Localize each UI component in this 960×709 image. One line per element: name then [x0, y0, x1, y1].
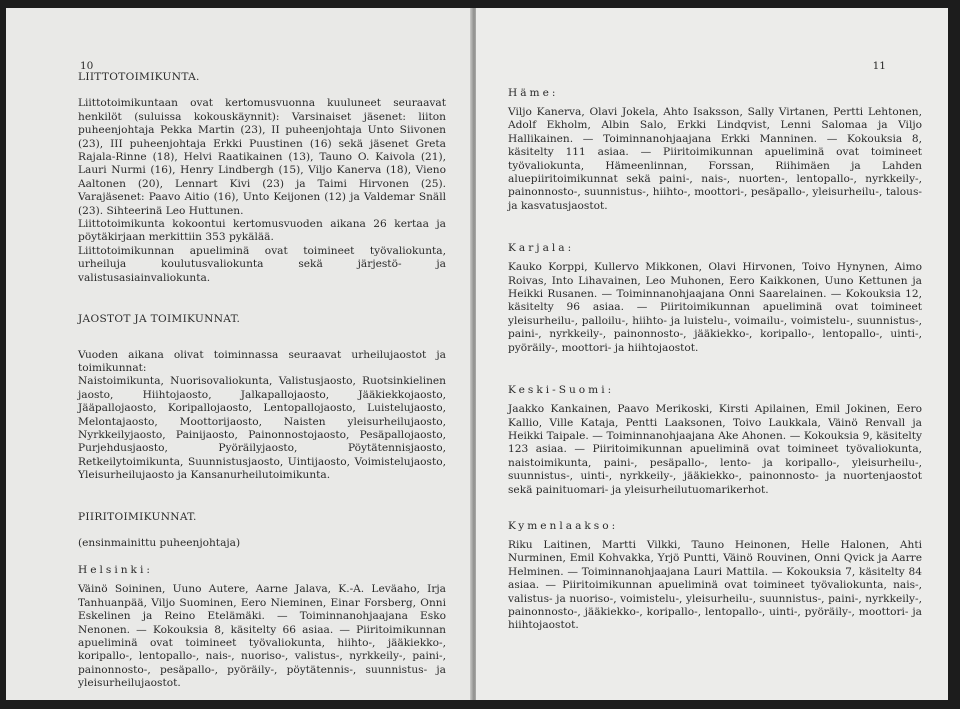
left-page: [6, 8, 472, 700]
section-title-piiritoimikunnat: PIIRITOIMIKUNNAT.: [78, 510, 197, 523]
paragraph: Vuoden aikana olivat toiminnassa seuraavat urheilujaostot ja toimikunnat:: [78, 348, 446, 374]
paragraph: Liittotoimikunnan apueliminä ovat toimineet työvaliokunta, urheiluja koulutusvaliokunta sekä järjestö- ja valistusasiainvaliokunta.: [78, 244, 446, 284]
district-heading-helsinki: Helsinki:: [78, 564, 153, 577]
district-text-hame: Viljo Kanerva, Olavi Jokela, Ahto Isaksson, Sally Virtanen, Pertti Lehtonen, Adolf Ekholm, Albin Salo, Erkki Lindqvist, Lenni Salomaa ja Viljo Hallikainen. — Toiminnanohjaajana Erkki Manninen. — Kokouksia 8, käsitelty 111 asiaa. — Piiritoimikunnan apueliminä ovat toimineet työvaliokunta, Hämeenlinnan, Forssan, Riihimäen ja Lahden aluepiiritoimikunnat sekä paini-, nais-, nuorten-, lentopallo-, nyrkkeily-, painonnosto-, suunnistus-, hiihto-, moottori-, pesäpallo-, yleisurheilu-, talous- ja kasvatusjaostot.: [508, 106, 922, 212]
district-heading-kymenlaakso: Kymenlaakso:: [508, 519, 619, 532]
section-title-jaostot: JAOSTOT JA TOIMIKUNNAT.: [78, 313, 241, 326]
district-heading-hame: Häme:: [508, 87, 559, 99]
district-text-keski-suomi: Jaakko Kankainen, Paavo Merikoski, Kirsti Apilainen, Emil Jokinen, Eero Kallio, Ville Kataja, Pentti Laaksonen, Toivo Laukkala, Väinö Renvall ja Heikki Taipale. — Toiminnanohjaajana Ake Ahonen. — Kokouksia 9, käsitelty 123 asiaa. — Piiritoimikunnan apueliminä ovat toimineet työvaliokunta, naistoimikunta, paini-, pesäpallo-, lento- ja koripallo-, yleisurheilu-, suunnistus-, uinti-, nyrkkeily-, jääkiekko-, painonnosto- ja nuortenjaostot sekä painituomari- ja yleisurheilutuomarikerhot.: [508, 403, 922, 496]
district-heading-karjala: Karjala:: [508, 242, 575, 255]
page-number-left: 10: [80, 60, 94, 72]
paragraph: Naistoimikunta, Nuorisovaliokunta, Valistusjaosto, Ruotsinkielinen jaosto, Hiihtojaosto, Jalkapallojaosto, Jääkiekkojaosto, Jääpallojaosto, Koripallojaosto, Lentopallojaosto, Luistelujaosto, Melontajaosto, Moottorijaosto, Naisten yleisurheilujaosto, Nyrkkeilyjaosto, Painijaosto, Painonnostojaosto, Pesäpallojaosto, Purjehdusjaosto, Pyöräilyjaosto, Pöytätennisjaosto, Retkeilytoimikunta, Suunnistusjaosto, Uintijaosto, Voimistelujaosto, Yleisurheilujaosto ja Kansanurheilutoimikunta.: [78, 375, 446, 482]
district-text-kymenlaakso: Riku Laitinen, Martti Vilkki, Tauno Heinonen, Helle Halonen, Ahti Nurminen, Emil Kohvakka, Yrjö Puntti, Väinö Rouvinen, Onni Qvick ja Aarre Helminen. — Toiminnanohjaajana Lauri Mattila. — Kokouksia 7, käsitelty 84 asiaa. — Piiritoimikunnan apueliminä ovat toimineet työvaliokunta, nais-, valistus- ja nuoriso-, voimistelu-, yleisurheilu-, suunnistus-, paini-, nyrkkeily-, painonnosto-, jääkiekko-, koripallo-, lentopallo-, uinti-, pyöräily-, moottori- ja hiihtojaostot.: [508, 538, 922, 632]
district-text-helsinki: Väinö Soininen, Uuno Autere, Aarne Jalava, K.-A. Leväaho, Irja Tanhuanpää, Viljo Suominen, Eero Nieminen, Einar Forsberg, Onni Eskelinen ja Reino Etelämäki. — Toiminnanohjaajana Esko Nenonen. — Kokouksia 8, käsitelty 66 asiaa. — Piiritoimikunnan apueliminä ovat toimineet työvaliokunta, hiihto-, jääkiekko-, koripallo-, lentopallo-, nais-, nuoriso-, valistus-, nyrkkeily-, paini-, painonnosto-, pesäpallo-, pyöräily-, pöytätennis-, suunnistus- ja yleisurheilujaostot.: [78, 583, 446, 690]
right-page: [476, 8, 948, 700]
paragraph: Liittotoimikunta kokoontui kertomusvuoden aikana 26 kertaa ja pöytäkirjaan merkittiin 353 pykälää.: [78, 218, 446, 244]
section-subtitle: (ensinmainittu puheenjohtaja): [78, 536, 241, 549]
paragraph: Liittotoimikuntaan ovat kertomusvuonna kuuluneet seuraavat henkilöt (suluissa kokouskäynnit): Varsinaiset jäsenet: liiton puheenjohtaja Pekka Martin (23), II puheenjohtaja Unto Siivonen (23), III puheenjohtaja Erkki Puustinen (16) sekä jäsenet Greta Rajala-Rinne (18), Helvi Raatikainen (13), Tauno O. Kaivola (21), Lauri Nurmi (16), Henry Lindbergh (15), Viljo Kanerva (18), Vieno Aaltonen (20), Lennart Kivi (23) ja Taimi Hirvonen (25). Varajäsenet: Paavo Aitio (16), Unto Keijonen (12) ja Valdemar Snäll (23). Sihteerinä Leo Huttunen.: [78, 97, 446, 217]
district-text-karjala: Kauko Korppi, Kullervo Mikkonen, Olavi Hirvonen, Toivo Hynynen, Aimo Roivas, Into Lihavainen, Leo Muhonen, Eero Kaikkonen, Uuno Kettunen ja Heikki Rusanen. — Toiminnanohjaajana Onni Saarelainen. — Kokouksia 12, käsitelty 96 asiaa. — Piiritoimikunnan apueliminä ovat toimineet yleisurheilu-, palloilu-, hiihto- ja luistelu-, voimailu-, voimistelu-, suunnistus-, paini-, nyrkkeily-, painonnosto-, jääkiekko-, koripallo-, lentopallo-, uinti-, pyöräily-, moottori- ja hiihtojaostot.: [508, 261, 922, 354]
district-heading-keski-suomi: Keski-Suomi:: [508, 384, 615, 397]
section-title-liittotoimikunta: LIITTOTOIMIKUNTA.: [78, 71, 200, 83]
page-number-right: 11: [872, 60, 886, 72]
